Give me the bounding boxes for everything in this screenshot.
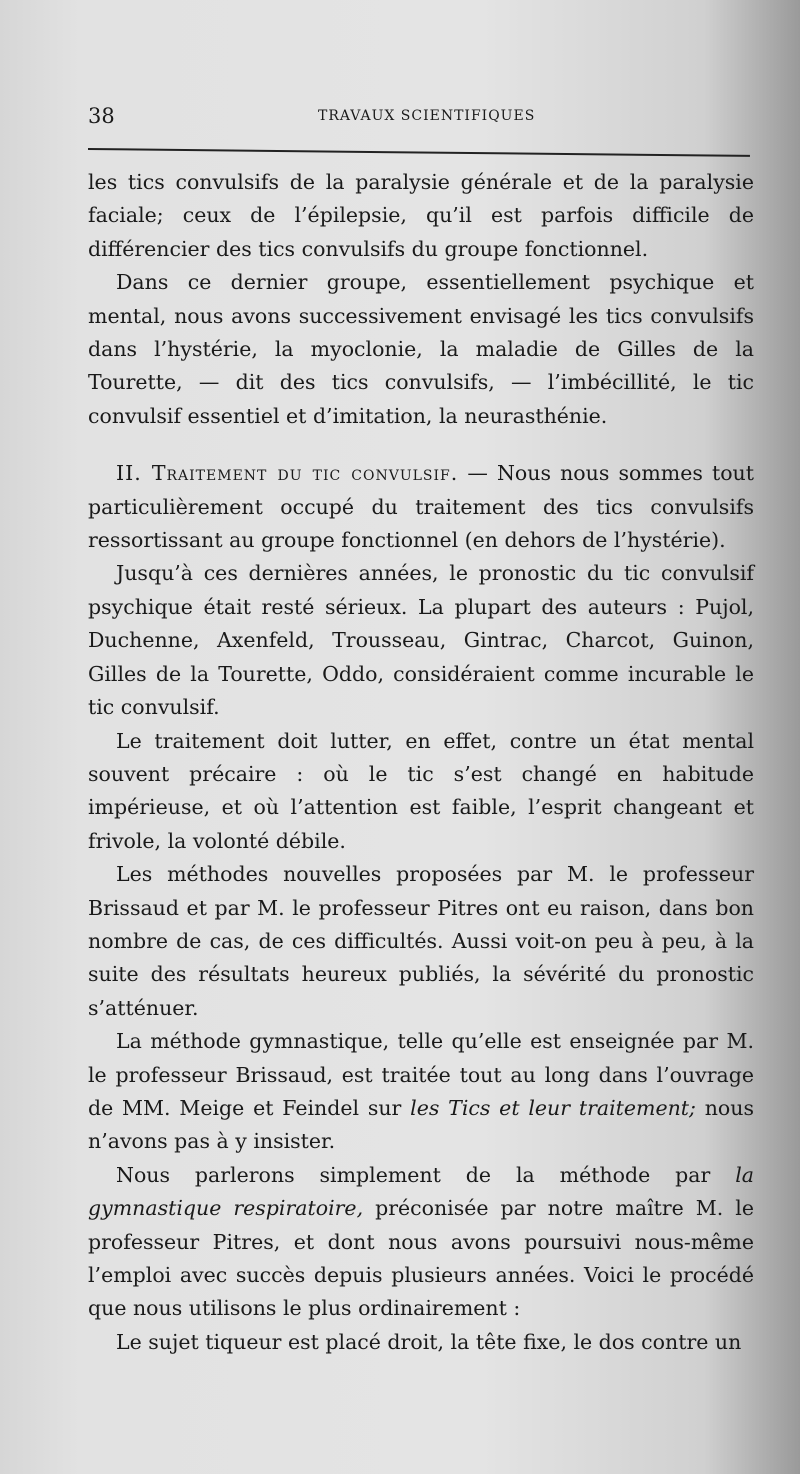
body-text xyxy=(88,166,754,1359)
paragraph-4: Jusqu’à ces dernières années, le pronostic du tic convulsif psychique était resté sérieux. La plupart des auteurs : Pujol, Duchenne, Axenfeld, Trousseau, Gintrac, Charcot, Guinon, Gilles de la Tourette, Oddo, considéraient comme incurable le tic convulsif. xyxy=(88,561,754,720)
book-title-italic: les Tics et leur traitement; xyxy=(410,1095,696,1120)
paragraph-7 xyxy=(88,1025,754,1159)
running-title: TRAVAUX SCIENTIFIQUES xyxy=(318,108,536,124)
paragraph-1: les tics convulsifs de la paralysie générale et de la paralysie faciale; ceux de l’épilepsie, qu’il est parfois difficile de différencier des tics convulsifs du groupe fonctionnel. xyxy=(88,170,754,261)
paragraph-6: Les méthodes nouvelles proposées par M. le professeur Brissaud et par M. le professeur Pitres ont eu raison, dans bon nombre de cas, de ces difficultés. Aussi voit-on peu à peu, à la suite des résultats heureux publiés, la sévérité du pronostic s’atténuer. xyxy=(88,862,754,1020)
paragraph-7-text-b: nous n’avons pas à y insister. xyxy=(88,1095,754,1154)
paragraph-9: Le sujet tiqueur est placé droit, la tête fixe, le dos contre un xyxy=(116,1329,742,1354)
paragraph-7-text-a: La méthode gymnastique, telle qu’elle est enseignée par M. le professeur Brissaud, est traitée tout au long dans l’ouvrage de MM. Meige et Feindel sur xyxy=(88,1029,754,1120)
paragraph-8-text-b: préconisée par notre maître M. le professeur Pitres, et dont nous avons poursuivi nous-même l’emploi avec succès depuis plusieurs années. Voici le procédé que nous utilisons le plus ordinairement : xyxy=(88,1196,754,1321)
header-rule xyxy=(88,148,750,157)
paragraph-3-text: — Nous nous sommes tout particulièrement occupé du traitement des tics convulsifs ressortissant au groupe fonctionnel (en dehors de l’hystérie). xyxy=(88,461,754,553)
section-heading: II. Traitement du tic convulsif. xyxy=(116,461,459,486)
page-number: 38 xyxy=(88,104,115,128)
paragraph-2: Dans ce dernier groupe, essentiellement psychique et mental, nous avons successivement envisagé les tics convulsifs dans l’hystérie, la myoclonie, la maladie de Gilles de la Tourette, — dit des tics convulsifs, — l’imbécillité, le tic convulsif essentiel et d’imitation, la neurasthénie. xyxy=(88,270,754,428)
method-italic: la gymnastique respiratoire, xyxy=(88,1162,754,1221)
paragraph-3 xyxy=(88,457,754,557)
page-header xyxy=(88,104,750,134)
paragraph-8-text-a: Nous parlerons simplement de la méthode par xyxy=(116,1162,736,1187)
paragraph-8 xyxy=(88,1159,754,1326)
paragraph-5: Le traitement doit lutter, en effet, contre un état mental souvent précaire : où le tic s’est changé en habitude impérieuse, et où l’attention est faible, l’esprit changeant et frivole, la volonté débile. xyxy=(88,728,754,853)
